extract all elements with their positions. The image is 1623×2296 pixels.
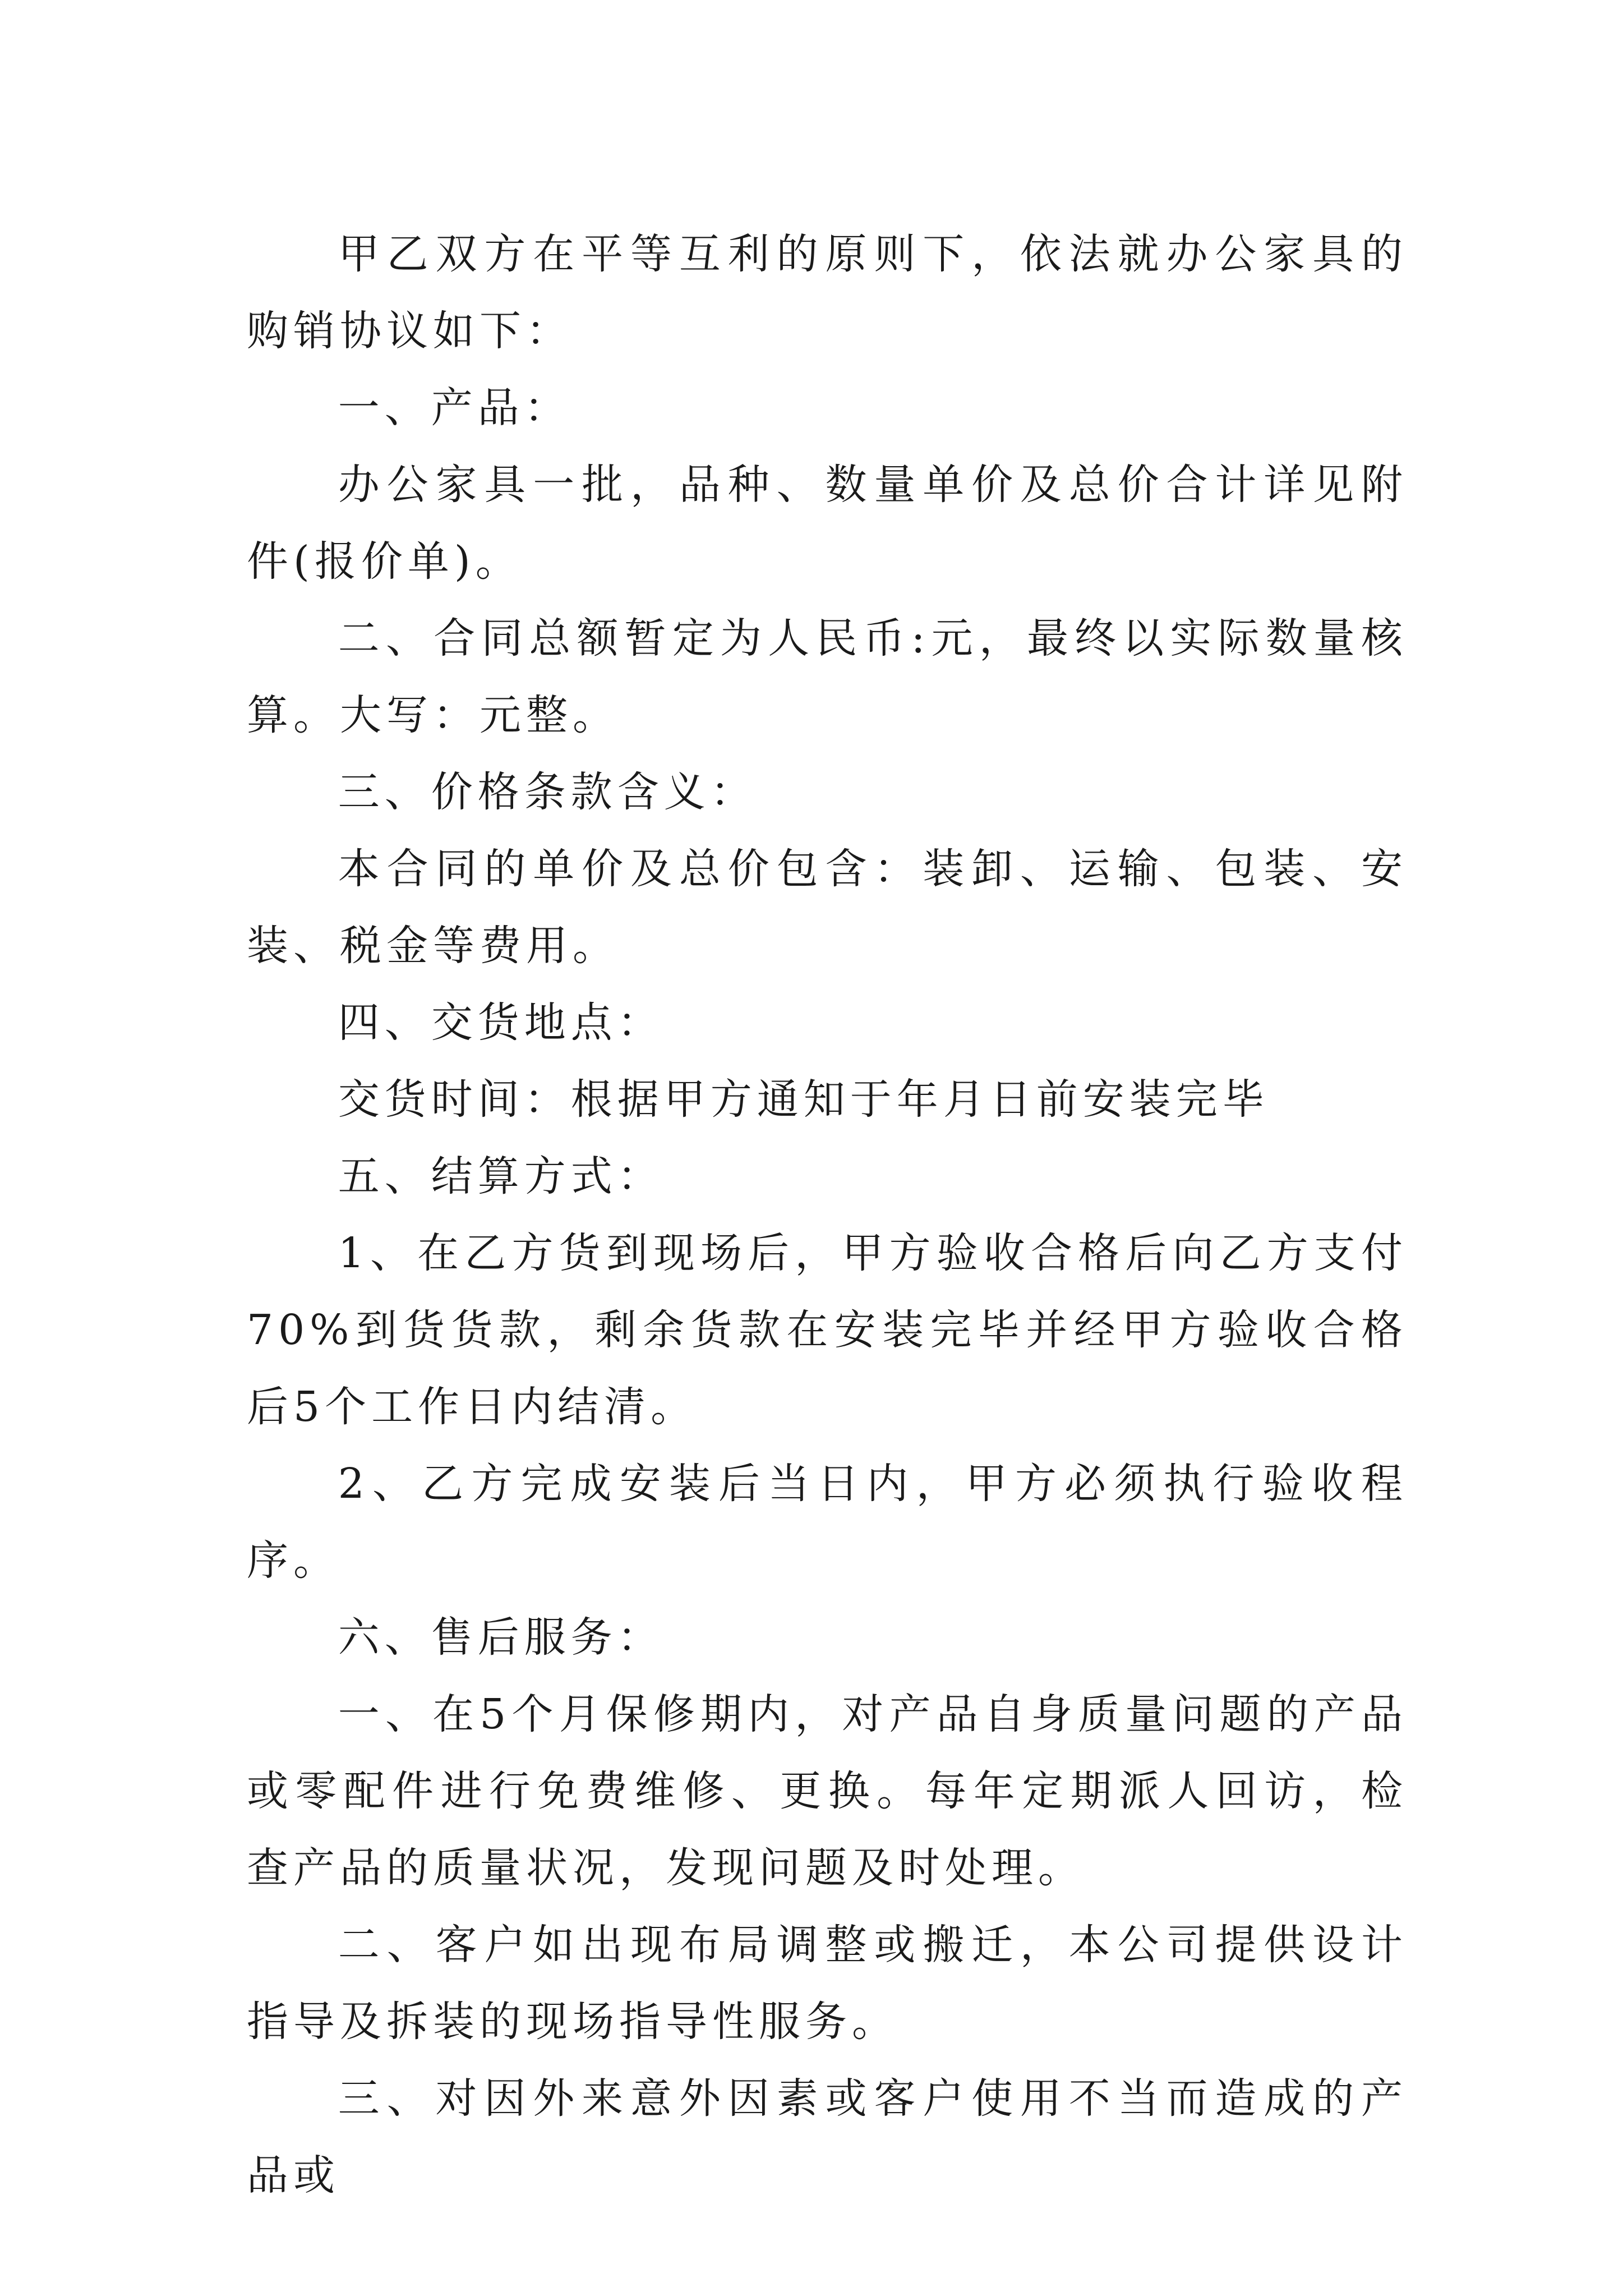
heading-delivery-location: 四、交货地点： bbox=[338, 999, 664, 1047]
heading-settlement: 五、结算方式： bbox=[338, 1152, 664, 1200]
heading-product: 一、产品： bbox=[338, 384, 571, 432]
paragraph-after-sales-1: 一、在5个月保修期内，对产品自身质量问题的产品或零配件进行免费维修、更换。每年定期派人回访，检查产品的质量状况，发现问题及时处理。 bbox=[247, 1690, 1408, 1892]
heading-after-sales: 六、售后服务： bbox=[338, 1613, 664, 1662]
paragraph-after-sales-3: 三、对因外来意外因素或客户使用不当而造成的产品或 bbox=[247, 2074, 1408, 2200]
paragraph-after-sales-2: 二、客户如出现布局调整或搬迁，本公司提供设计指导及拆装的现场指导性服务。 bbox=[247, 1921, 1408, 2046]
paragraph-total-amount: 二、合同总额暂定为人民币:元，最终以实际数量核算。大写：元整。 bbox=[247, 614, 1408, 739]
heading-price-terms: 三、价格条款含义： bbox=[338, 768, 757, 816]
paragraph-intro: 甲乙双方在平等互利的原则下，依法就办公家具的购销协议如下： bbox=[247, 230, 1408, 355]
paragraph-delivery-time: 交货时间：根据甲方通知于年月日前安装完毕 bbox=[338, 1075, 1269, 1124]
paragraph-product: 办公家具一批，品种、数量单价及总价合计详见附件(报价单)。 bbox=[247, 461, 1408, 586]
contract-body bbox=[247, 216, 1408, 2214]
paragraph-settlement-1: 1、在乙方货到现场后，甲方验收合格后向乙方支付70%到货货款，剩余货款在安装完毕并经甲方验收合格后5个工作日内结清。 bbox=[247, 1229, 1408, 1431]
paragraph-settlement-2: 2、乙方完成安装后当日内，甲方必须执行验收程序。 bbox=[247, 1460, 1408, 1585]
paragraph-price-terms: 本合同的单价及总价包含：装卸、运输、包装、安装、税金等费用。 bbox=[247, 845, 1408, 970]
